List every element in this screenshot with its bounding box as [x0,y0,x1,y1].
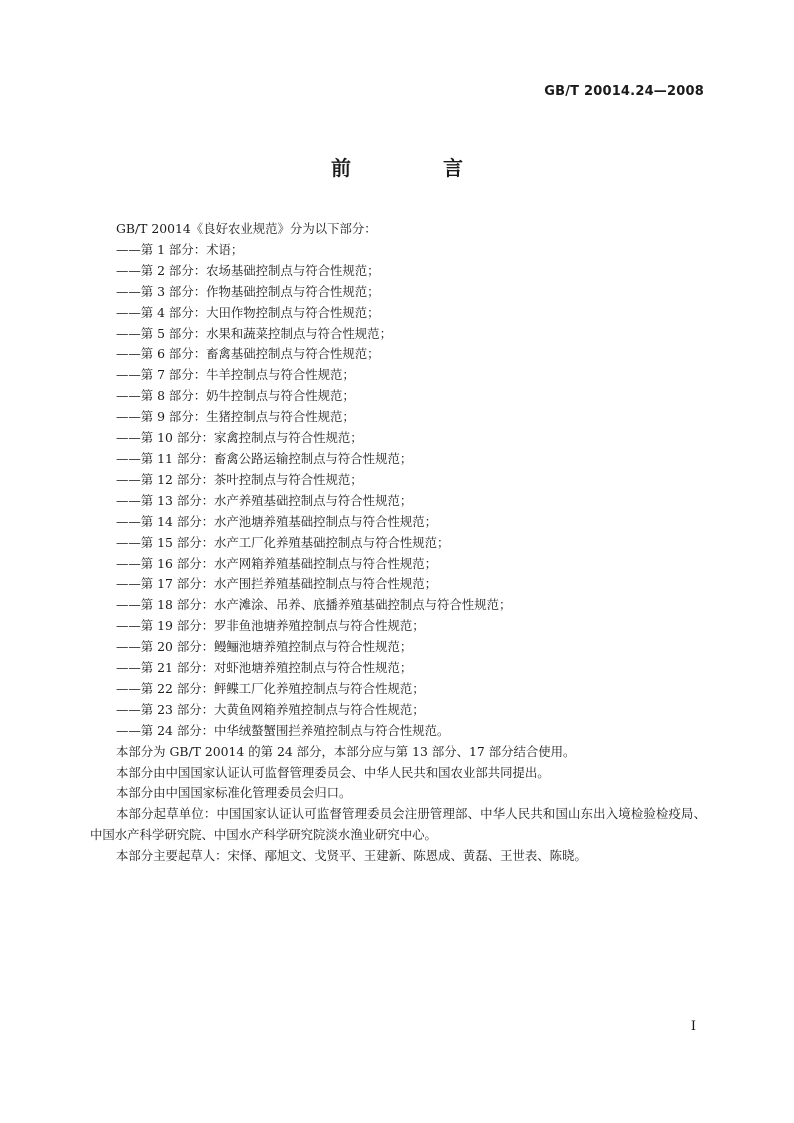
page-number: I [690,1019,696,1034]
part-list-item: ——第 20 部分：鳗鲡池塘养殖控制点与符合性规范； [116,639,413,655]
drafting-units-paragraph: 本部分起草单位：中国国家认证认可监督管理委员会注册管理部、中华人民共和国山东出入境检验检疫局、中国水产科学研究院、中国水产科学研究院淡水渔业研究中心。 [90,806,706,843]
part-list-item: ——第 15 部分：水产工厂化养殖基础控制点与符合性规范； [116,534,450,550]
intro-paragraph: GB/T 20014《良好农业规范》分为以下部分： [116,221,377,236]
part-list-item: ——第 19 部分：罗非鱼池塘养殖控制点与符合性规范； [116,618,425,634]
part-list-item: ——第 8 部分：奶牛控制点与符合性规范； [116,388,355,404]
usage-paragraph: 本部分为 GB/T 20014 的第 24 部分，本部分应与第 13 部分、17 部分结合使用。 [116,743,576,759]
part-list-item: ——第 9 部分：生猪控制点与符合性规范； [116,409,355,425]
parts-list [90,240,706,742]
proposed-by-paragraph: 本部分由中国国家认证认可监督管理委员会、中华人民共和国农业部共同提出。 [116,764,550,780]
part-list-item: ——第 12 部分：茶叶控制点与符合性规范； [116,471,363,487]
preface-body [90,219,706,867]
part-list-item: ——第 4 部分：大田作物控制点与符合性规范； [116,304,380,320]
part-list-item: ——第 22 部分：鲆鲽工厂化养殖控制点与符合性规范； [116,680,425,696]
part-list-item: ——第 14 部分：水产池塘养殖基础控制点与符合性规范； [116,513,438,529]
part-list-item: ——第 16 部分：水产网箱养殖基础控制点与符合性规范； [116,555,438,571]
part-list-item: ——第 24 部分：中华绒螯蟹围拦养殖控制点与符合性规范。 [116,722,450,738]
part-list-item: ——第 5 部分：水果和蔬菜控制点与符合性规范； [116,325,392,341]
page-title: 前 言 [331,156,499,180]
part-list-item: ——第 6 部分：畜禽基础控制点与符合性规范； [116,346,380,362]
part-list-item: ——第 17 部分：水产围拦养殖基础控制点与符合性规范； [116,576,438,592]
drafters-paragraph: 本部分主要起草人：宋怿、邴旭文、戈贤平、王建新、陈恩成、黄磊、王世表、陈晓。 [116,848,587,864]
part-list-item: ——第 21 部分：对虾池塘养殖控制点与符合性规范； [116,660,413,676]
part-list-item: ——第 7 部分：牛羊控制点与符合性规范； [116,367,355,383]
part-list-item: ——第 3 部分：作物基础控制点与符合性规范； [116,283,380,299]
part-list-item: ——第 18 部分：水产滩涂、吊养、底播养殖基础控制点与符合性规范； [116,597,512,613]
part-list-item: ——第 1 部分：术语； [116,241,244,257]
part-list-item: ——第 10 部分：家禽控制点与符合性规范； [116,430,363,446]
centralized-by-paragraph: 本部分由中国国家标准化管理委员会归口。 [116,785,352,801]
part-list-item: ——第 11 部分：畜禽公路运输控制点与符合性规范； [116,450,413,466]
part-list-item: ——第 13 部分：水产养殖基础控制点与符合性规范； [116,492,413,508]
part-list-item: ——第 2 部分：农场基础控制点与符合性规范； [116,262,380,278]
standard-code: GB/T 20014.24—2008 [544,84,704,99]
part-list-item: ——第 23 部分：大黄鱼网箱养殖控制点与符合性规范； [116,701,425,717]
